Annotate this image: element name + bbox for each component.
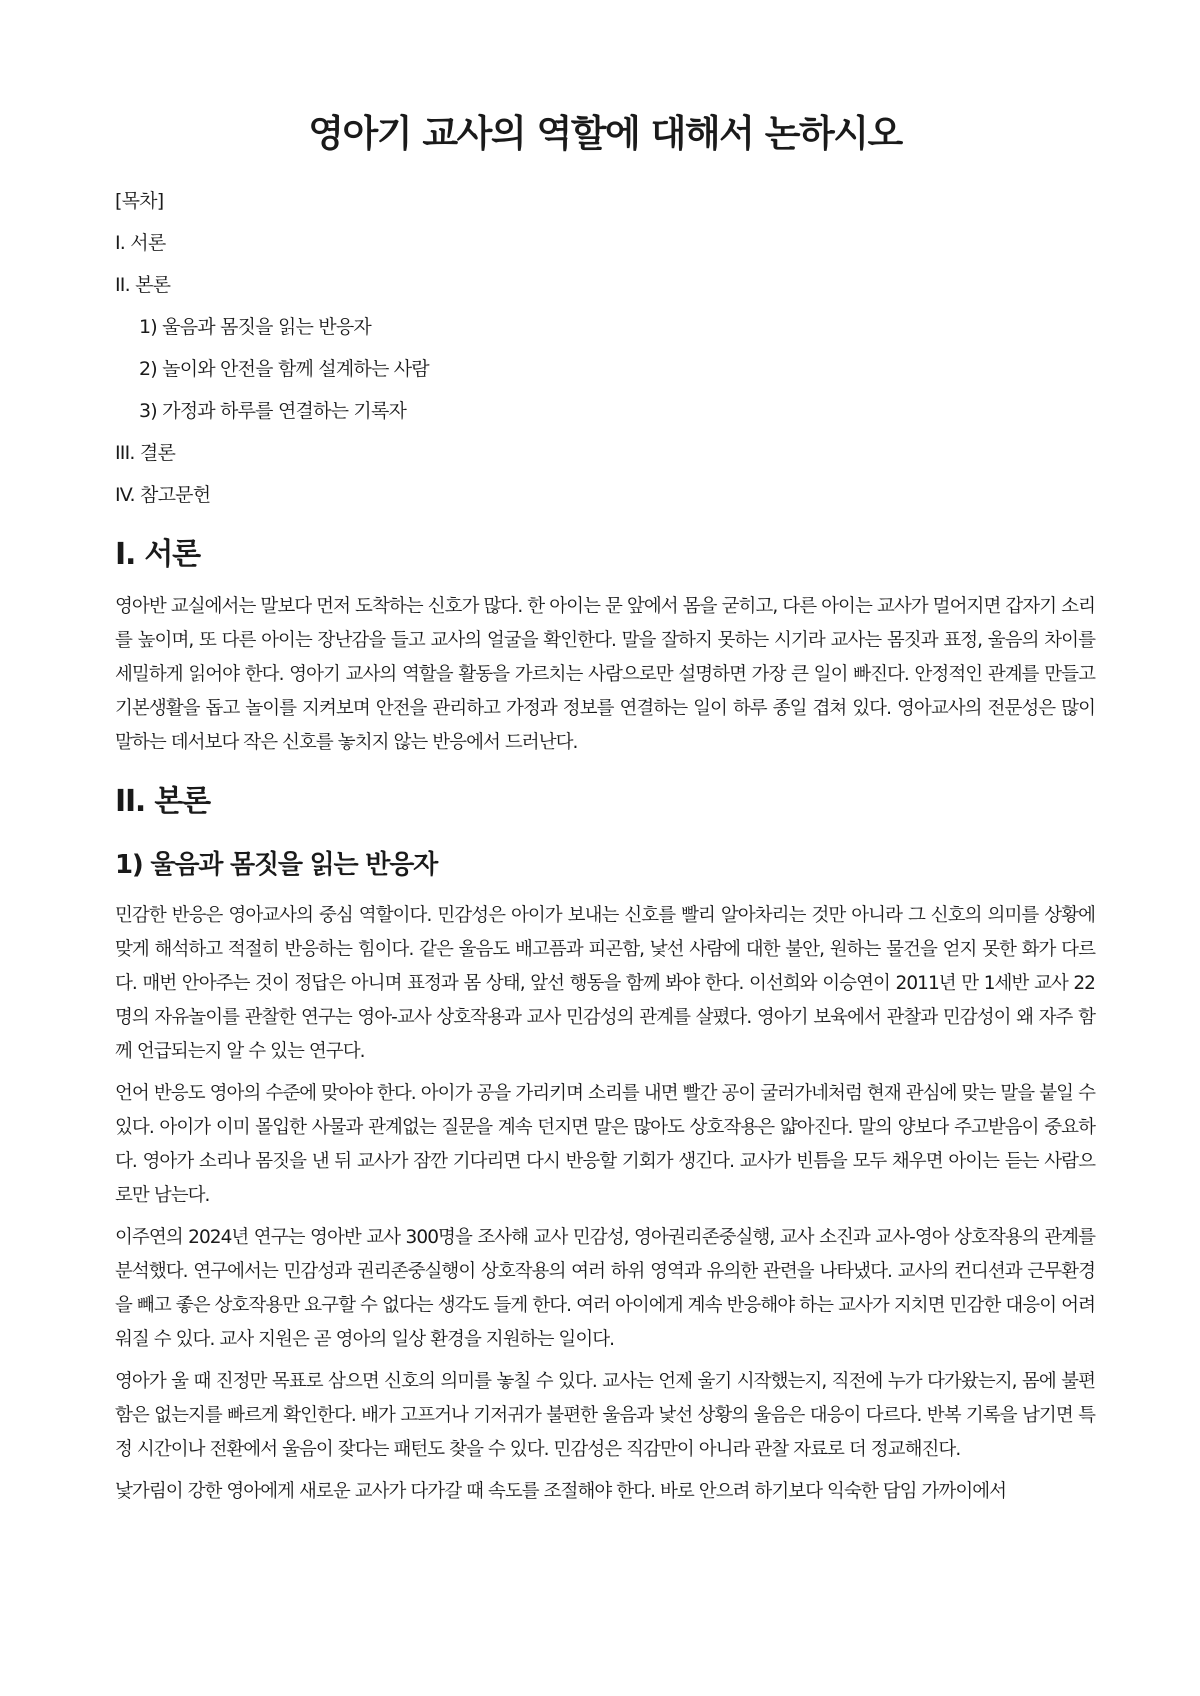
intro-paragraph: 영아반 교실에서는 말보다 먼저 도착하는 신호가 많다. 한 아이는 문 앞에서 몸을 굳히고, 다른 아이는 교사가 멀어지면 갑자기 소리를 높이며, 또 다른 아이는 장난감을 들고 교사의 얼굴을 확인한다. 말을 잘하지 못하는 시기라 교사는 몸짓과 표정, 울음의 차이를 세밀하게 읽어야 한다. 영아기 교사의 역할을 활동을 가르치는 사람으로만 설명하면 가장 큰 일이 빠진다. 안정적인 관계를 만들고 기본생활을 돕고 놀이를 지켜보며 안전을 관리하고 가정과 정보를 연결하는 일이 하루 종일 겹쳐 있다. 영아교사의 전문성은 많이 말하는 데서보다 작은 신호를 놓치지 않는 반응에서 드러난다. xyxy=(115,596,1095,754)
section-heading-intro: I. 서론 xyxy=(115,537,200,573)
table-of-contents xyxy=(115,188,1095,509)
body-paragraph: 이주연의 2024년 연구는 영아반 교사 300명을 조사해 교사 민감성, 영아권리존중실행, 교사 소진과 교사-영아 상호작용의 관계를 분석했다. 연구에서는 민감성과 권리존중실행이 상호작용의 여러 하위 영역과 유의한 관련을 나타냈다. 교사의 컨디션과 근무환경을 빼고 좋은 상호작용만 요구할 수 없다는 생각도 들게 한다. 여러 아이에게 계속 반응해야 하는 교사가 지치면 민감한 대응이 어려워질 수 있다. 교사 지원은 곧 영아의 일상 환경을 지원하는 일이다. xyxy=(115,1226,1095,1350)
body-paragraph: 민감한 반응은 영아교사의 중심 역할이다. 민감성은 아이가 보내는 신호를 빨리 알아차리는 것만 아니라 그 신호의 의미를 상황에 맞게 해석하고 적절히 반응하는 힘이다. 같은 울음도 배고픔과 피곤함, 낯선 사람에 대한 불안, 원하는 물건을 얻지 못한 화가 다르다. 매번 안아주는 것이 정답은 아니며 표정과 몸 상태, 앞선 행동을 함께 봐야 한다. 이선희와 이승연이 2011년 만 1세반 교사 22명의 자유놀이를 관찰한 연구는 영아-교사 상호작용과 교사 민감성의 관계를 살폈다. 영아기 보육에서 관찰과 민감성이 왜 자주 함께 언급되는지 알 수 있는 연구다. xyxy=(115,904,1095,1062)
body-paragraph: 언어 반응도 영아의 수준에 맞아야 한다. 아이가 공을 가리키며 소리를 내면 빨간 공이 굴러가네처럼 현재 관심에 맞는 말을 붙일 수 있다. 아이가 이미 몰입한 사물과 관계없는 질문을 계속 던지면 말은 많아도 상호작용은 얇아진다. 말의 양보다 주고받음이 중요하다. 영아가 소리나 몸짓을 낸 뒤 교사가 잠깐 기다리면 다시 반응할 기회가 생긴다. 교사가 빈틈을 모두 채우면 아이는 듣는 사람으로만 남는다. xyxy=(115,1082,1095,1206)
document-title: 영아기 교사의 역할에 대해서 논하시오 xyxy=(308,112,902,155)
toc-item: 2) 놀이와 안전을 함께 설계하는 사람 xyxy=(139,358,429,381)
toc-item: III. 결론 xyxy=(115,442,175,465)
toc-item: 1) 울음과 몸짓을 읽는 반응자 xyxy=(139,316,371,339)
subsection-heading-1: 1) 울음과 몸짓을 읽는 반응자 xyxy=(115,850,438,881)
body-paragraph: 낯가림이 강한 영아에게 새로운 교사가 다가갈 때 속도를 조절해야 한다. 바로 안으려 하기보다 익숙한 담임 가까이에서 xyxy=(115,1480,1007,1502)
body-paragraph: 영아가 울 때 진정만 목표로 삼으면 신호의 의미를 놓칠 수 있다. 교사는 언제 울기 시작했는지, 직전에 누가 다가왔는지, 몸에 불편함은 없는지를 빠르게 확인한다. 배가 고프거나 기저귀가 불편한 울음과 낯선 상황의 울음은 대응이 다르다. 반복 기록을 남기면 특정 시간이나 전환에서 울음이 잦다는 패턴도 찾을 수 있다. 민감성은 직감만이 아니라 관찰 자료로 더 정교해진다. xyxy=(115,1370,1095,1460)
toc-item: I. 서론 xyxy=(115,232,166,255)
toc-item: II. 본론 xyxy=(115,274,171,297)
toc-item: IV. 참고문헌 xyxy=(115,484,211,507)
toc-item: 3) 가정과 하루를 연결하는 기록자 xyxy=(139,400,407,423)
toc-heading: [목차] xyxy=(115,190,164,213)
section-heading-body: II. 본론 xyxy=(115,784,210,820)
document-page xyxy=(115,110,1095,1517)
